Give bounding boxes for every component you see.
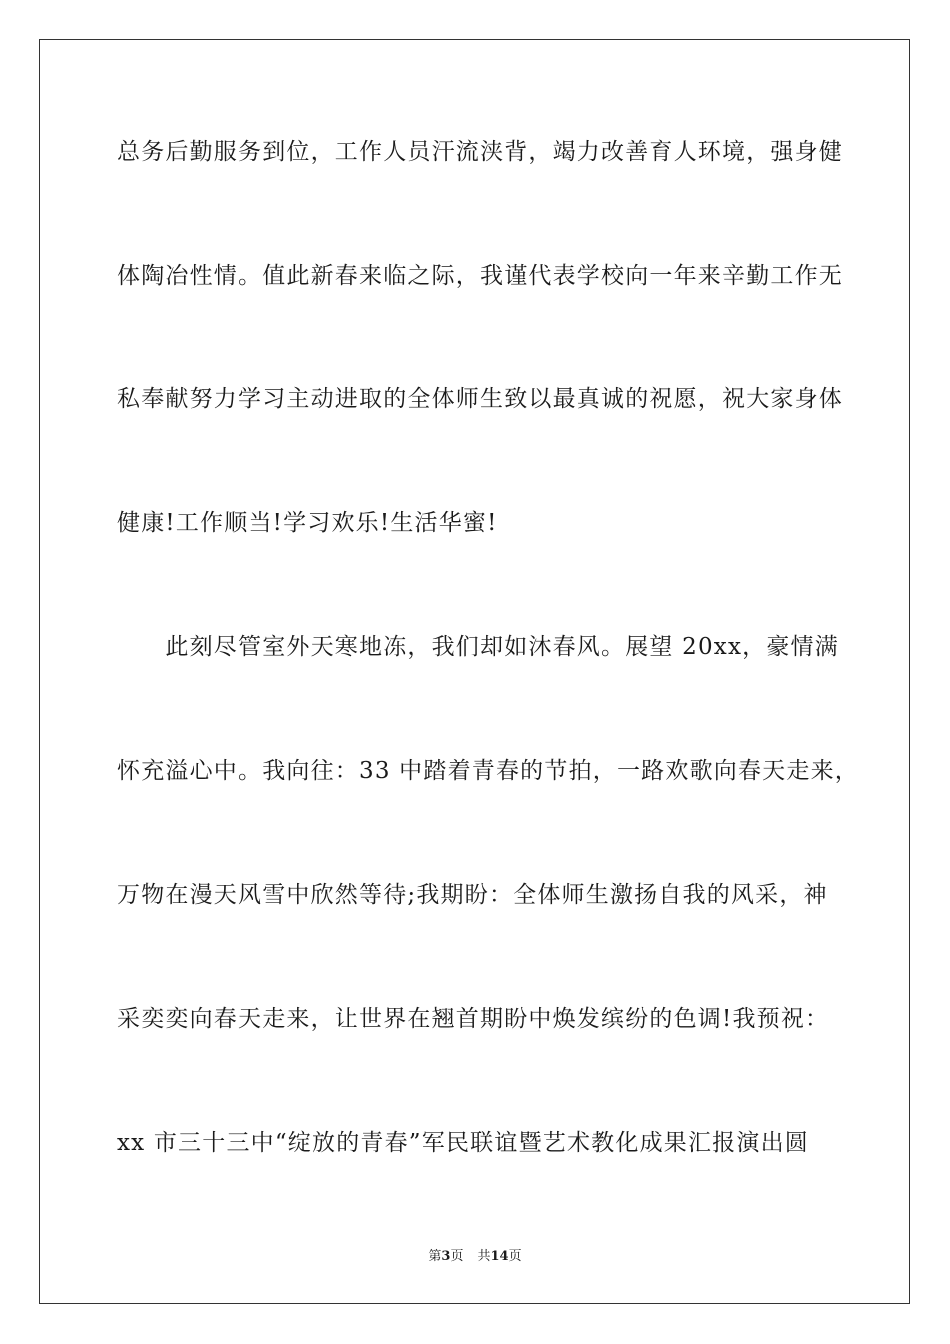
body-text-line: xx 市三十三中“绽放的青春”军民联谊暨艺术教化成果汇报演出圆 [117,1130,809,1156]
page-footer [0,1248,950,1266]
page-border [39,39,910,1304]
total-suffix: 页 [508,1249,522,1264]
body-text-line: 此刻尽管室外天寒地冻，我们却如沐春风。展望 20xx，豪情满 [117,634,839,660]
total-prefix: 共 [477,1249,491,1264]
body-text-line: 采奕奕向春天走来，让世界在翘首期盼中焕发缤纷的色调!我预祝： [117,1006,830,1032]
body-text-line: 健康!工作顺当!学习欢乐!生活华蜜! [117,510,498,536]
body-text-line: 总务后勤服务到位，工作人员汗流浃背，竭力改善育人环境，强身健 [117,139,843,165]
body-text-line: 万物在漫天风雪中欣然等待;我期盼：全体师生激扬自我的风采，神 [117,882,828,908]
body-text-line: 体陶冶性情。值此新春来临之际，我谨代表学校向一年来辛勤工作无 [117,263,843,289]
page-prefix: 第 [428,1249,442,1264]
page-suffix: 页 [450,1249,464,1264]
body-text-line: 私奉献努力学习主动进取的全体师生致以最真诚的祝愿，祝大家身体 [117,386,843,412]
body-text-line: 怀充溢心中。我向往：33 中踏着青春的节拍，一路欢歌向春天走来， [117,758,859,784]
page-number: 3 [441,1249,451,1264]
total-pages: 14 [490,1249,509,1264]
